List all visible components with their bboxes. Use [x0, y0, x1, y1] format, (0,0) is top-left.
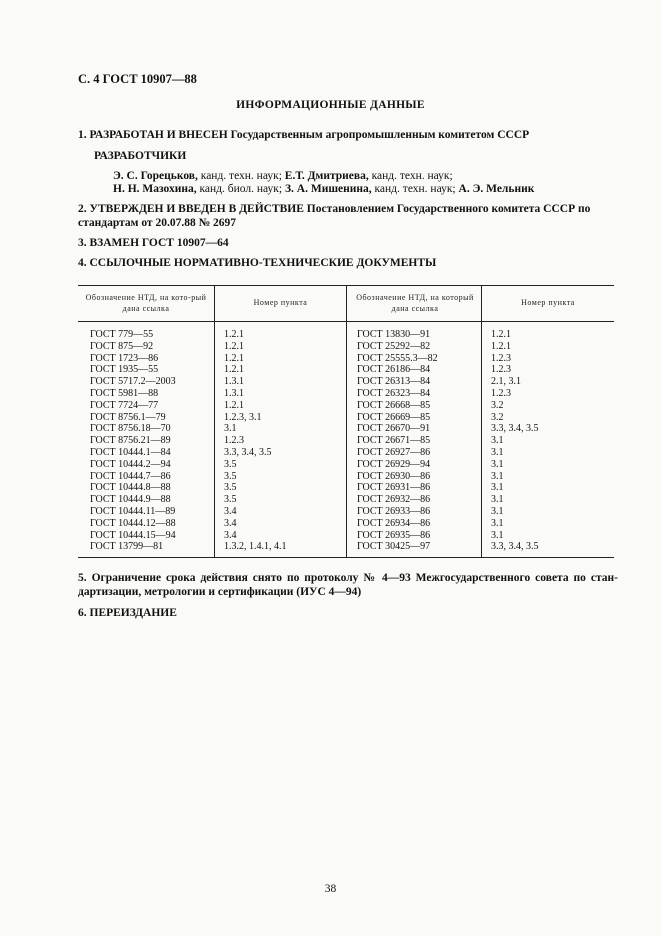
section-1-text: Государственным агропромышленным комитетом СССР — [227, 129, 530, 141]
page-title: ИНФОРМАЦИОННЫЕ ДАННЫЕ — [236, 99, 425, 111]
section-1-heading: 1. РАЗРАБОТАН И ВНЕСЕН — [78, 129, 228, 141]
developer-name: Э. С. Горецьков, — [113, 170, 198, 182]
header-num-1: Номер пункта — [253, 298, 308, 307]
section-3: 3. ВЗАМЕН ГОСТ 10907—64 — [78, 237, 229, 249]
table-cell-clause: 1.2.1 — [224, 364, 244, 376]
reference-table — [78, 285, 614, 558]
developer-name: Е.Т. Дмитриева, — [284, 170, 369, 182]
table-cell-clause: 1.2.1 — [224, 329, 244, 340]
table-cell-clause: 3.5 — [224, 470, 237, 482]
table-cell-designation: ГОСТ 26313—84 — [357, 376, 431, 388]
section-2 — [78, 202, 618, 230]
page-header: С. 4 ГОСТ 10907—88 — [78, 72, 197, 86]
table-cell-clause: 3.1 — [491, 505, 504, 517]
table-cell-clause: 1.2.1 — [224, 352, 244, 364]
table-cell-clause: 1.2.3 — [491, 364, 511, 376]
table-cell-clause: 1.2.1 — [224, 340, 244, 352]
right-num-column — [491, 329, 539, 553]
table-cell-designation: ГОСТ 13830—91 — [357, 329, 431, 340]
header-doc-1: Обозначение НТД, на кото-рый дана ссылка — [85, 293, 207, 313]
table-cell-designation: ГОСТ 7724—77 — [90, 399, 159, 411]
table-cell-designation: ГОСТ 779—55 — [90, 329, 154, 340]
table-cell-clause: 3.4 — [224, 529, 237, 541]
table-cell-clause: 3.1 — [491, 435, 504, 447]
table-cell-clause: 1.3.2, 1.4.1, 4.1 — [224, 541, 287, 553]
table-cell-clause: 3.5 — [224, 482, 237, 494]
table-cell-clause: 3.1 — [491, 470, 504, 482]
developers-line-2 — [113, 182, 534, 197]
right-doc-column — [357, 329, 438, 553]
table-cell-clause: 1.2.1 — [491, 329, 511, 340]
section-1 — [78, 128, 618, 142]
table-cell-clause: 1.3.1 — [224, 387, 244, 399]
left-doc-column — [90, 329, 176, 553]
table-cell-designation: ГОСТ 26929—94 — [357, 458, 431, 470]
table-cell-clause: 1.2.3 — [224, 435, 244, 447]
table-cell-designation: ГОСТ 30425—97 — [357, 541, 431, 553]
table-cell-designation: ГОСТ 26934—86 — [357, 517, 431, 529]
table-cell-designation: ГОСТ 5717.2—2003 — [90, 376, 176, 388]
table-cell-designation: ГОСТ 26931—86 — [357, 482, 431, 494]
table-cell-clause: 1.2.3 — [491, 387, 511, 399]
table-cell-designation: ГОСТ 26323—84 — [357, 387, 431, 399]
table-cell-clause: 3.1 — [491, 458, 504, 470]
table-cell-clause: 3.2 — [491, 399, 504, 411]
table-cell-designation: ГОСТ 875—92 — [90, 340, 154, 352]
table-cell-designation: ГОСТ 5981—88 — [90, 387, 159, 399]
table-cell-designation: ГОСТ 26669—85 — [357, 411, 431, 423]
table-cell-designation: ГОСТ 26927—86 — [357, 446, 431, 458]
table-cell-designation: ГОСТ 1723—86 — [90, 352, 159, 364]
table-cell-designation: ГОСТ 26933—86 — [357, 505, 431, 517]
table-cell-designation: ГОСТ 26186—84 — [357, 364, 431, 376]
table-cell-designation: ГОСТ 8756.18—70 — [90, 423, 171, 435]
table-cell-clause: 3.1 — [491, 529, 504, 541]
table-cell-designation: ГОСТ 13799—81 — [90, 541, 164, 553]
developers-label: РАЗРАБОТЧИКИ — [94, 150, 187, 162]
table-cell-clause: 3.1 — [491, 482, 504, 494]
table-cell-clause: 3.4 — [224, 517, 237, 529]
section-5: 5. Ограничение срока действия снято по протоколу № 4—93 Межгосударственного совета по стан-дартизации, метрологии и сертификации (ИУС 4—94) — [78, 572, 618, 598]
table-cell-designation: ГОСТ 25555.3—82 — [357, 352, 438, 364]
table-cell-clause: 1.2.1 — [224, 399, 244, 411]
table-cell-clause: 2.1, 3.1 — [491, 376, 521, 388]
table-cell-designation: ГОСТ 10444.11—89 — [90, 505, 176, 517]
page-number: 38 — [324, 883, 337, 895]
table-cell-clause: 1.2.3, 3.1 — [224, 411, 262, 423]
table-cell-clause: 3.2 — [491, 411, 504, 423]
developer-name: З. А. Мишенина, — [284, 183, 372, 195]
table-cell-designation: ГОСТ 25292—82 — [357, 340, 431, 352]
table-cell-designation: ГОСТ 26668—85 — [357, 399, 431, 411]
header-doc-2: Обозначение НТД, на который дана ссылка — [356, 293, 474, 313]
left-num-column — [224, 329, 287, 553]
table-cell-designation: ГОСТ 10444.15—94 — [90, 529, 176, 541]
table-cell-designation: ГОСТ 26935—86 — [357, 529, 431, 541]
table-cell-clause: 1.3.1 — [224, 376, 244, 388]
developer-name: Н. Н. Мазохина, — [113, 183, 197, 195]
developer-name: А. Э. Мельник — [458, 183, 535, 195]
table-cell-designation: ГОСТ 10444.9—88 — [90, 494, 171, 506]
table-cell-designation: ГОСТ 10444.8—88 — [90, 482, 171, 494]
developer-title: канд. техн. наук; — [371, 183, 459, 195]
table-cell-clause: 3.3, 3.4, 3.5 — [224, 446, 272, 458]
table-cell-clause: 3.1 — [491, 517, 504, 529]
table-cell-designation: ГОСТ 26932—86 — [357, 494, 431, 506]
table-cell-clause: 3.1 — [224, 423, 237, 435]
developer-title: канд. техн. наук; — [368, 170, 453, 182]
section-2-text: Постановлением Государственного комитета СССР по стандартам от 20.07.88 № 2697 — [78, 203, 591, 229]
developer-title: канд. биол. наук; — [196, 183, 285, 195]
table-cell-designation: ГОСТ 8756.1—79 — [90, 411, 166, 423]
table-cell-clause: 3.5 — [224, 458, 237, 470]
section-6: 6. ПЕРЕИЗДАНИЕ — [78, 607, 177, 619]
table-cell-designation: ГОСТ 10444.12—88 — [90, 517, 176, 529]
section-4: 4. ССЫЛОЧНЫЕ НОРМАТИВНО-ТЕХНИЧЕСКИЕ ДОКУМЕНТЫ — [78, 257, 437, 269]
table-cell-designation: ГОСТ 26670—91 — [357, 423, 431, 435]
table-cell-designation: ГОСТ 26671—85 — [357, 435, 431, 447]
table-cell-designation: ГОСТ 26930—86 — [357, 470, 431, 482]
header-num-2: Номер пункта — [521, 298, 575, 307]
table-cell-clause: 3.4 — [224, 505, 237, 517]
table-cell-designation: ГОСТ 10444.2—94 — [90, 458, 171, 470]
section-2-heading: 2. УТВЕРЖДЕН И ВВЕДЕН В ДЕЙСТВИЕ — [78, 203, 304, 215]
table-cell-clause: 3.1 — [491, 446, 504, 458]
table-cell-designation: ГОСТ 8756.21—89 — [90, 435, 171, 447]
table-cell-clause: 1.2.3 — [491, 352, 511, 364]
table-cell-designation: ГОСТ 10444.7—86 — [90, 470, 171, 482]
table-cell-clause: 3.5 — [224, 494, 237, 506]
table-col-divider — [214, 285, 215, 558]
table-col-divider — [346, 285, 347, 558]
table-col-divider — [481, 285, 482, 558]
table-cell-clause: 3.3, 3.4, 3.5 — [491, 541, 539, 553]
table-cell-clause: 1.2.1 — [491, 340, 511, 352]
table-cell-clause: 3.1 — [491, 494, 504, 506]
table-cell-clause: 3.3, 3.4, 3.5 — [491, 423, 539, 435]
developer-title: канд. техн. наук; — [197, 170, 285, 182]
table-cell-designation: ГОСТ 10444.1—84 — [90, 446, 171, 458]
table-cell-designation: ГОСТ 1935—55 — [90, 364, 159, 376]
